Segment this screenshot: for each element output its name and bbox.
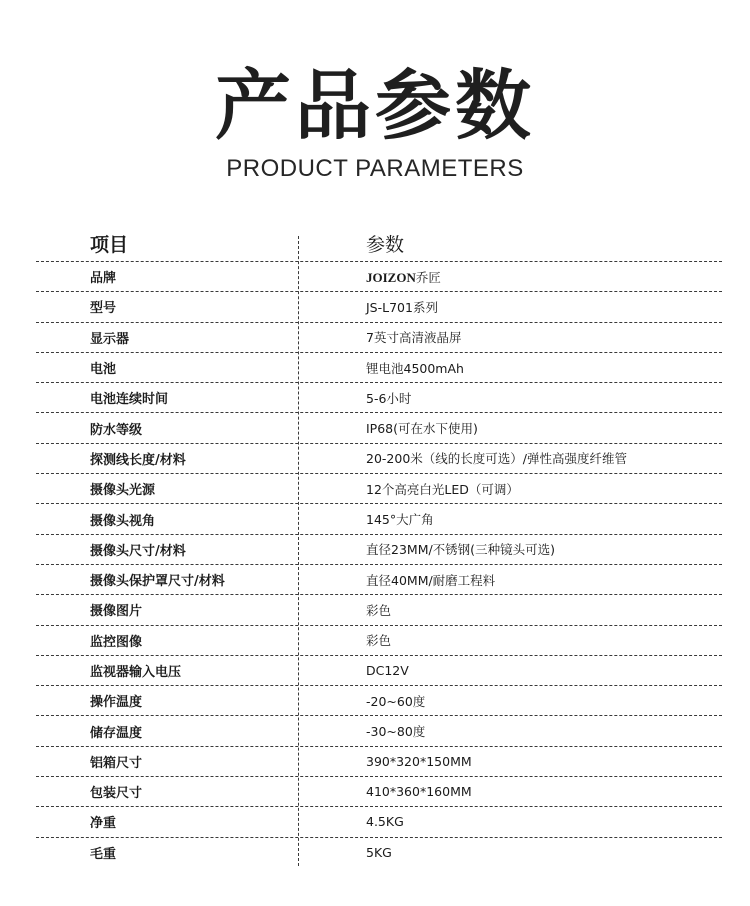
table-row [36, 413, 722, 443]
row-value: 145°大广角 [366, 512, 434, 528]
row-value: 7英寸高清液晶屏 [366, 330, 462, 346]
row-label: 摄像头保护罩尺寸/材料 [90, 574, 225, 590]
row-label: 显示器 [90, 331, 130, 347]
row-value: 直径40MM/耐磨工程料 [366, 572, 496, 588]
row-value: 彩色 [366, 602, 392, 618]
row-label: 品牌 [90, 271, 117, 287]
page-subtitle: PRODUCT PARAMETERS [226, 155, 524, 182]
row-label: 监控图像 [90, 634, 143, 650]
row-label: 摄像头光源 [90, 483, 156, 499]
brand-name-cn: 乔匠 [415, 269, 441, 285]
row-label: 摄像头尺寸/材料 [90, 543, 186, 559]
row-label: 探测线长度/材料 [90, 452, 186, 468]
row-label: 包装尺寸 [90, 786, 143, 802]
row-value: 彩色 [366, 633, 392, 649]
table-row [36, 626, 722, 656]
column-header-item: 项目 [90, 234, 129, 256]
row-value: IP68(可在水下使用) [366, 421, 478, 437]
row-value: 5-6小时 [366, 390, 412, 406]
row-value: 4.5KG [366, 814, 404, 830]
table-row [36, 535, 722, 565]
table-row [36, 807, 722, 837]
table-row [36, 686, 722, 716]
row-value: JS-L701系列 [366, 299, 438, 315]
parameters-table [36, 226, 722, 868]
row-value: -30~80度 [366, 724, 426, 740]
table-row [36, 383, 722, 413]
table-row [36, 323, 722, 353]
column-header-parameter: 参数 [366, 234, 405, 256]
table-row [36, 838, 722, 868]
table-row [36, 565, 722, 595]
row-label: 防水等级 [90, 422, 143, 438]
table-row [36, 474, 722, 504]
row-label: 电池 [90, 362, 117, 378]
row-value: 12个高亮白光LED（可调） [366, 481, 519, 497]
row-label: 操作温度 [90, 695, 143, 711]
table-row [36, 353, 722, 383]
page-title: 产品参数 [215, 61, 535, 150]
row-label: 储存温度 [90, 725, 143, 741]
row-label: 毛重 [90, 847, 117, 863]
row-label: 净重 [90, 816, 117, 832]
row-value: -20~60度 [366, 693, 426, 709]
row-label: 监视器输入电压 [90, 665, 182, 680]
row-label: 电池连续时间 [90, 392, 169, 408]
table-row [36, 504, 722, 534]
row-label: 摄像图片 [90, 604, 143, 620]
row-label: 型号 [90, 301, 117, 317]
table-row [36, 716, 722, 746]
row-label: 铝箱尺寸 [90, 755, 143, 771]
row-value: 锂电池4500mAh [366, 360, 464, 376]
row-value [298, 268, 722, 286]
row-value: DC12V [366, 663, 409, 678]
table-row [36, 747, 722, 777]
row-value: 390*320*150MM [366, 753, 472, 769]
row-label: 摄像头视角 [90, 513, 156, 529]
brand-name-en: JOIZON [366, 269, 416, 285]
table-row [36, 595, 722, 625]
table-row [36, 656, 722, 686]
table-row [36, 292, 722, 322]
row-value: 5KG [366, 845, 392, 861]
row-value: 直径23MM/不锈钢(三种镜头可选) [366, 542, 555, 558]
row-value: 20-200米（线的长度可选）/弹性高强度纤维管 [366, 451, 627, 467]
row-value: 410*360*160MM [366, 784, 472, 800]
table-row [36, 444, 722, 474]
table-header-row [36, 226, 722, 262]
table-row [36, 777, 722, 807]
table-row [36, 262, 722, 292]
